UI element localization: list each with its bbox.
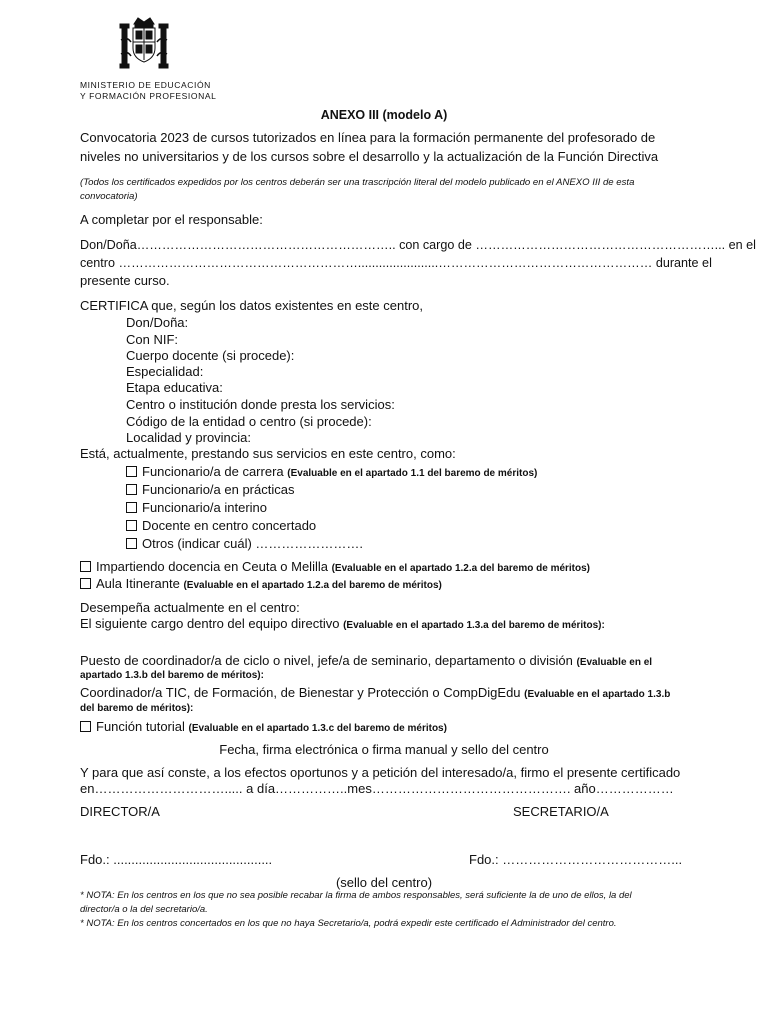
checkbox[interactable]: [126, 538, 137, 549]
ministry-name: [80, 80, 216, 102]
sello-centro: (sello del centro): [335, 875, 433, 890]
intro-note-line-2: convocatoria): [80, 191, 138, 202]
nota-1-line-1: * NOTA: En los centros en los que no sea posible recabar la firma de ambos responsables, será suficiente la de uno de ellos, la del: [80, 890, 632, 901]
ministry-line-2: Y FORMACIÓN PROFESIONAL: [80, 91, 217, 101]
checkbox[interactable]: [126, 466, 137, 477]
fdo-director: Fdo.: ............................................: [80, 852, 273, 867]
checkbox[interactable]: [80, 721, 91, 732]
coord-note-1: (Evaluable en el apartado 1.3.b: [524, 689, 671, 700]
responsible-line-3: presente curso.: [80, 273, 170, 288]
responsible-line-1: Don/Doña…………………………………………………….. con cargo de …………………………………………………... en el: [80, 238, 756, 252]
option-label: Funcionario/a en prácticas: [142, 482, 295, 497]
tutorial-label: Función tutorial: [96, 719, 185, 734]
checkbox[interactable]: [126, 484, 137, 495]
cargo-directivo: [80, 615, 605, 635]
fdo-secretario: Fdo.: …………………………………...: [469, 852, 683, 867]
field-localidad-provincia: Localidad y provincia:: [126, 430, 252, 445]
conste-line-2: en…………………………..... a día……………..mes………………………………………. año………………: [80, 781, 674, 796]
option-funcionario-carrera[interactable]: [126, 463, 537, 483]
field-centro-institucion: Centro o institución donde presta los servicios:: [126, 397, 395, 412]
field-etapa-educativa: Etapa educativa:: [126, 380, 223, 395]
field-codigo-entidad: Código de la entidad o centro (si procede):: [126, 414, 372, 429]
desempena-heading: Desempeña actualmente en el centro:: [80, 600, 300, 615]
option-label: Docente en centro concertado: [142, 518, 317, 533]
signature-heading: Fecha, firma electrónica o firma manual y sello del centro: [219, 742, 549, 757]
puesto-coordinador: [80, 652, 652, 672]
checkbox[interactable]: [80, 561, 91, 572]
coat-of-arms-icon: [118, 14, 170, 72]
ministry-line-1: MINISTERIO DE EDUCACIÓN: [80, 80, 211, 90]
option-label: Otros (indicar cuál) …………………….: [142, 536, 364, 551]
field-nif: Con NIF:: [126, 332, 179, 347]
certifica-intro: CERTIFICA que, según los datos existentes en este centro,: [80, 298, 424, 313]
option-label: Funcionario/a interino: [142, 500, 268, 515]
option-note: (Evaluable en el apartado 1.2.a del baremo de méritos): [183, 580, 442, 591]
field-especialidad: Especialidad:: [126, 364, 204, 379]
responsible-heading: A completar por el responsable:: [80, 212, 263, 227]
checkbox[interactable]: [80, 578, 91, 589]
coord-label: Coordinador/a TIC, de Formación, de Bienestar y Protección o CompDigEdu: [80, 685, 521, 700]
secretario-label: SECRETARIO/A: [513, 804, 609, 819]
nota-1-line-2: director/a o la del secretario/a.: [80, 904, 208, 915]
intro-note-line-1: (Todos los certificados expedidos por los centros deberán ser una trascripción literal del modelo publicado en el ANEXO III de esta: [80, 177, 635, 188]
option-funcionario-practicas[interactable]: [126, 481, 294, 499]
option-docente-concertado[interactable]: [126, 517, 316, 535]
document-title: ANEXO III (modelo A): [320, 108, 448, 122]
puesto-label: Puesto de coordinador/a de ciclo o nivel, jefe/a de seminario, departamento o división: [80, 653, 573, 668]
puesto-note-2: apartado 1.3.b del baremo de méritos):: [80, 670, 264, 681]
esta-actualmente: Está, actualmente, prestando sus servicios en este centro, como:: [80, 446, 456, 461]
option-funcionario-interino[interactable]: [126, 499, 267, 517]
option-note: (Evaluable en el apartado 1.2.a del baremo de méritos): [331, 563, 591, 574]
checkbox[interactable]: [126, 520, 137, 531]
option-label: Funcionario/a de carrera: [142, 464, 284, 479]
cargo-label: El siguiente cargo dentro del equipo directivo: [80, 616, 340, 631]
option-aula-itinerante[interactable]: [80, 575, 442, 595]
option-funcion-tutorial[interactable]: [80, 718, 447, 738]
responsible-line-2: centro ………………………………………………….......................…………………………………………… durante el: [80, 256, 712, 270]
cargo-note: (Evaluable en el apartado 1.3.a del baremo de méritos):: [343, 620, 605, 631]
conste-line-1: Y para que así conste, a los efectos oportunos y a petición del interesado/a, firmo el presente certificado: [80, 765, 681, 780]
intro-line-2: niveles no universitarios y de los cursos sobre el desarrollo y la actualización de la Función Directiva: [80, 149, 659, 164]
option-label: Aula Itinerante: [96, 576, 180, 591]
field-cuerpo-docente: Cuerpo docente (si procede):: [126, 348, 295, 363]
puesto-note-1: (Evaluable en el: [576, 657, 653, 668]
tutorial-note: (Evaluable en el apartado 1.3.c del baremo de méritos): [188, 723, 447, 734]
option-label: Impartiendo docencia en Ceuta o Melilla: [96, 559, 328, 574]
director-label: DIRECTOR/A: [80, 804, 160, 819]
intro-line-1: Convocatoria 2023 de cursos tutorizados en línea para la formación permanente del profesorado de: [80, 130, 656, 145]
coord-note-2: del baremo de méritos):: [80, 703, 194, 714]
option-note: (Evaluable en el apartado 1.1 del baremo de méritos): [287, 468, 538, 479]
coordinador-tic: [80, 684, 670, 704]
field-don-dona: Don/Doña:: [126, 315, 189, 330]
option-otros[interactable]: [126, 535, 363, 553]
checkbox[interactable]: [126, 502, 137, 513]
nota-2: * NOTA: En los centros concertados en los que no haya Secretario/a, podrá expedir este certificado el Administrador del centro.: [80, 918, 617, 929]
